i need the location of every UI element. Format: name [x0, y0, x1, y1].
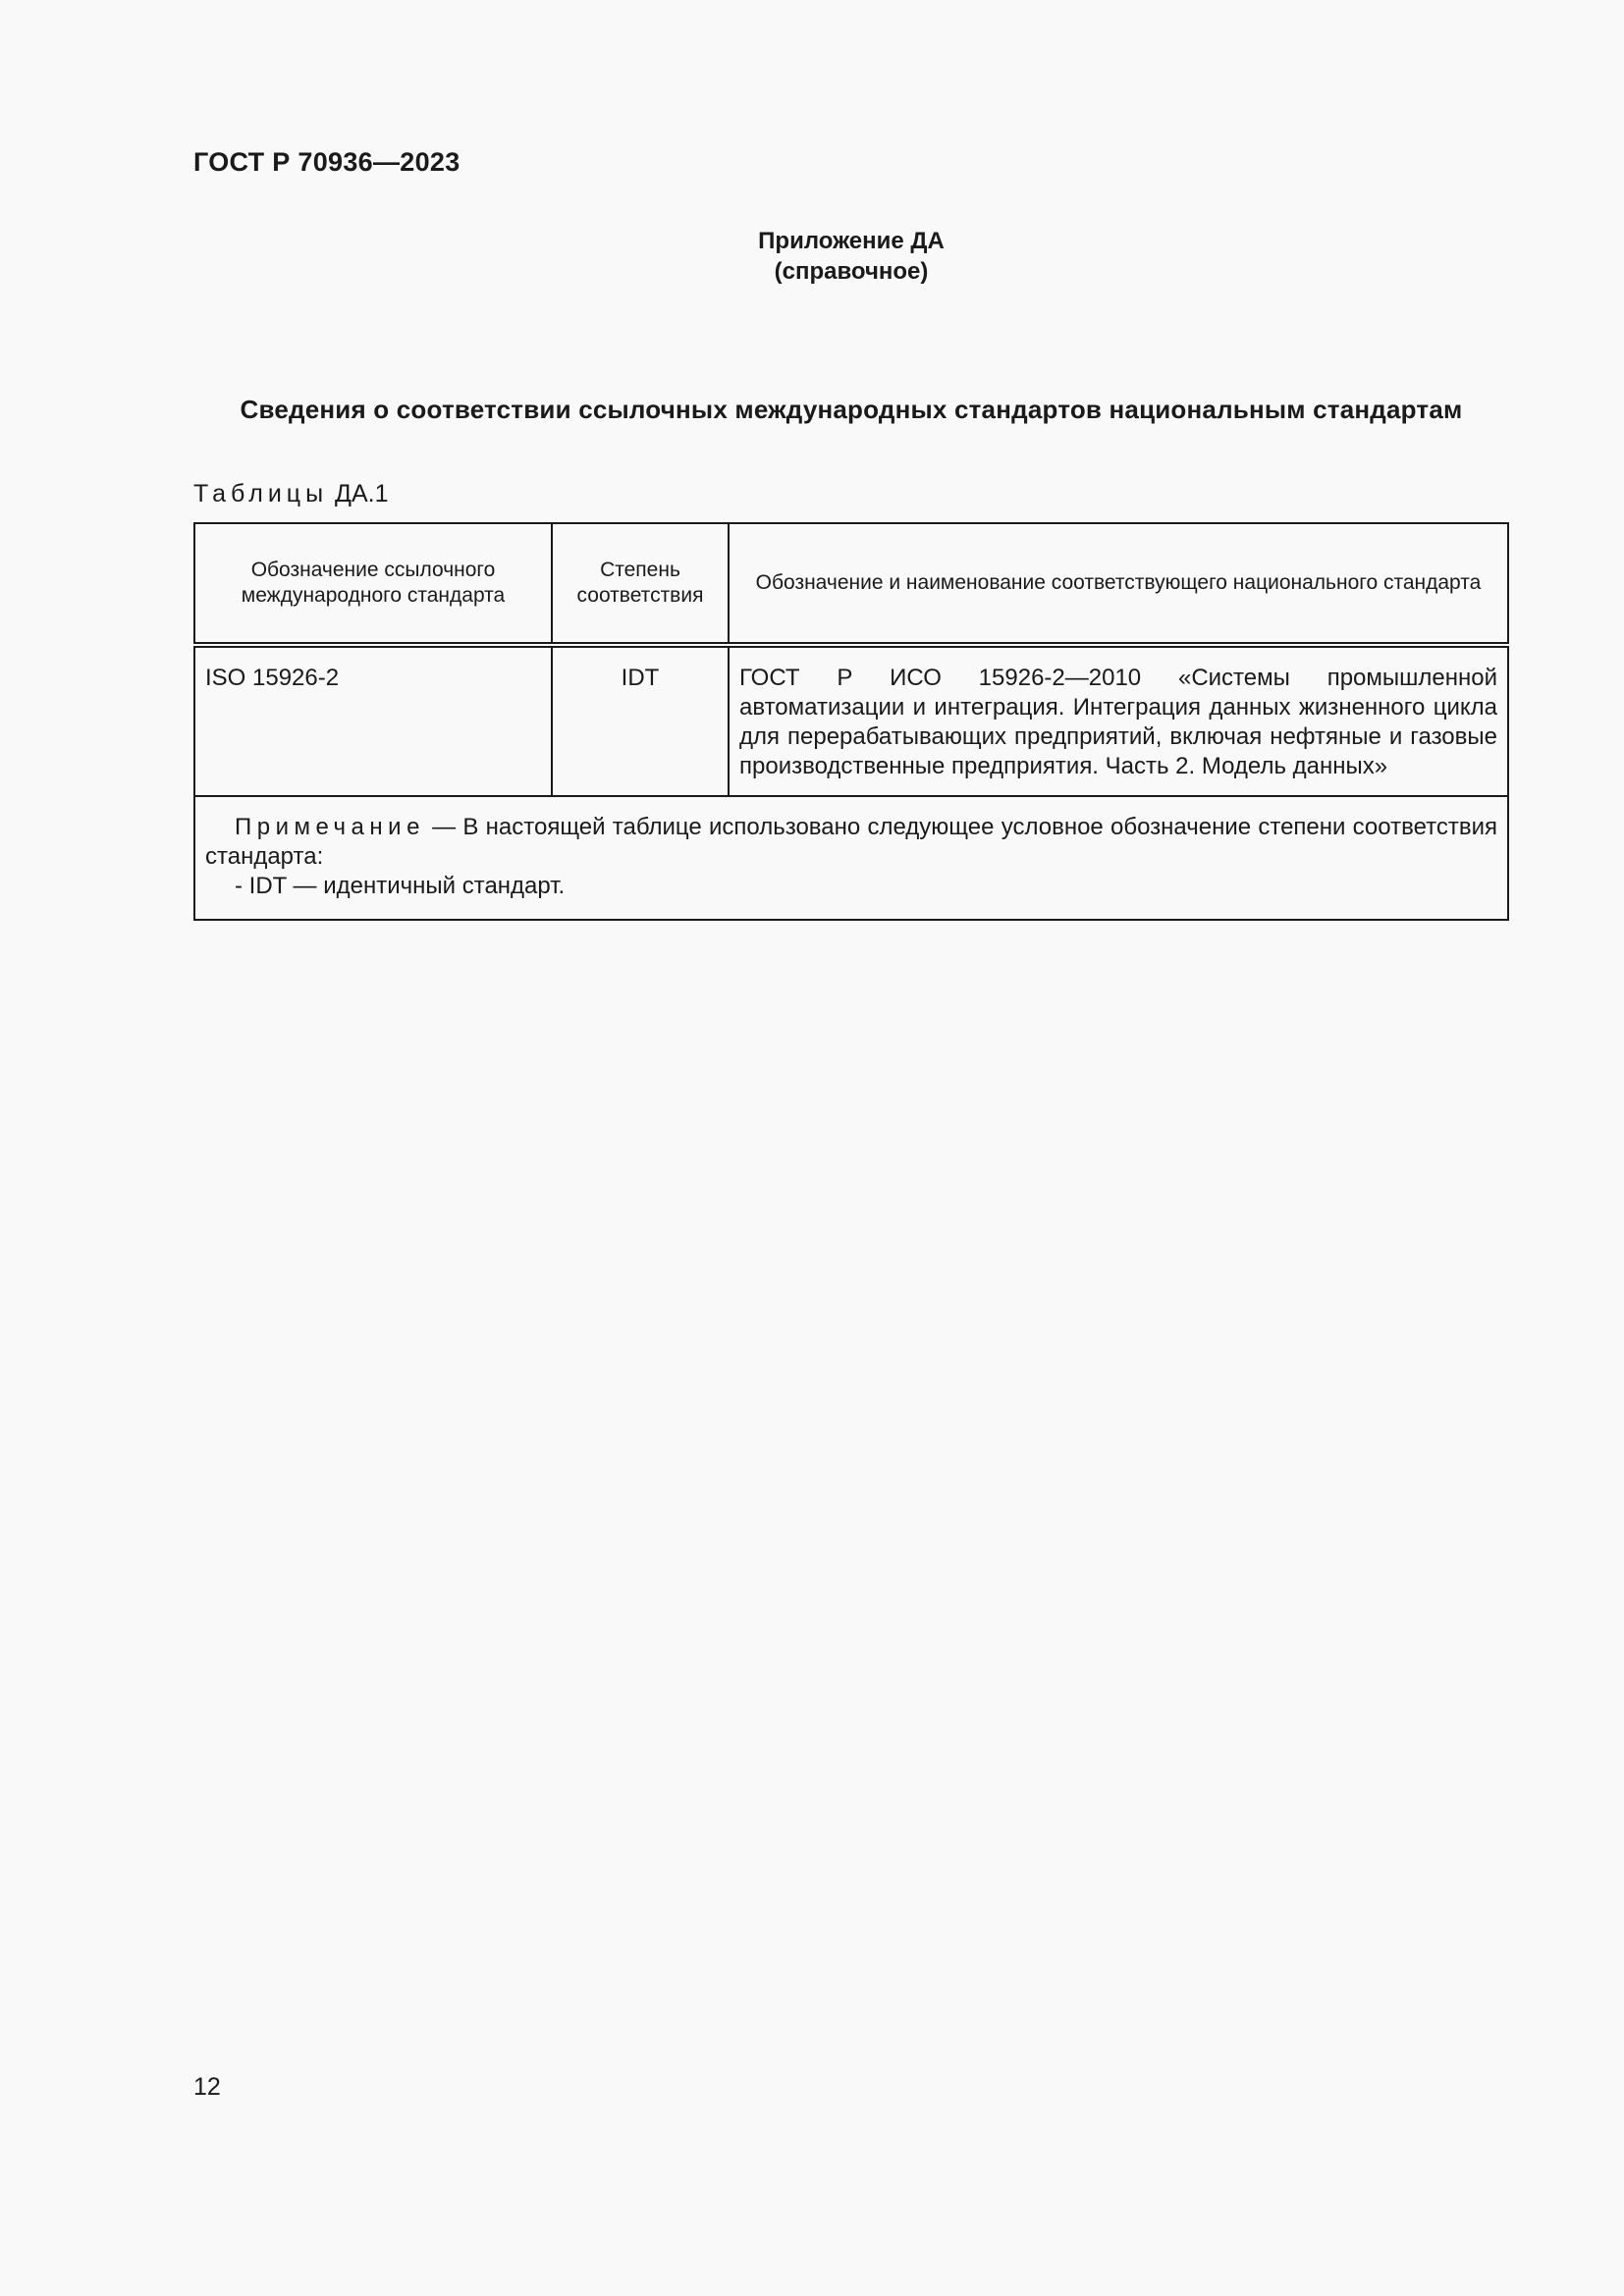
cell-national-standard: ГОСТ Р ИСО 15926-2—2010 «Системы промышленной автоматизации и интеграция. Интеграция данных жизненного цикла для перерабатывающих предприятий, включая нефтяные и газовые производственные предприятия. Часть 2. Модель данных» [729, 645, 1508, 796]
header-degree: Степень соответствия [552, 523, 729, 645]
appendix-subtitle: (справочное) [774, 258, 929, 285]
table-note-row [194, 796, 1508, 920]
table-note [194, 796, 1508, 920]
note-label: Примечание [235, 814, 425, 840]
appendix-title: Приложение ДА [758, 228, 945, 254]
table-caption-number: ДА.1 [335, 480, 389, 507]
page-number: 12 [193, 2073, 221, 2101]
table-row [194, 645, 1508, 796]
note-list-item: - IDT — идентичный стандарт. [235, 873, 566, 899]
document-code: ГОСТ Р 70936—2023 [193, 147, 460, 177]
table-header-row [194, 523, 1508, 645]
table-caption-label: Таблицы [193, 480, 329, 507]
header-national: Обозначение и наименование соответствующего национального стандарта [729, 523, 1508, 645]
reference-standards-table [193, 522, 1509, 921]
cell-designation: ISO 15926-2 [194, 645, 552, 796]
cell-degree: IDT [552, 645, 729, 796]
header-designation: Обозначение ссылочного международного стандарта [194, 523, 552, 645]
note-text: — В настоящей таблице использовано следующее условное обозначение степени соответствия стандарта: [205, 814, 1497, 870]
appendix-heading [193, 226, 1509, 287]
table-caption [193, 480, 389, 508]
section-title: Сведения о соответствии ссылочных международных стандартов национальным стандартам [240, 395, 1463, 424]
note-paragraph [205, 813, 1497, 872]
